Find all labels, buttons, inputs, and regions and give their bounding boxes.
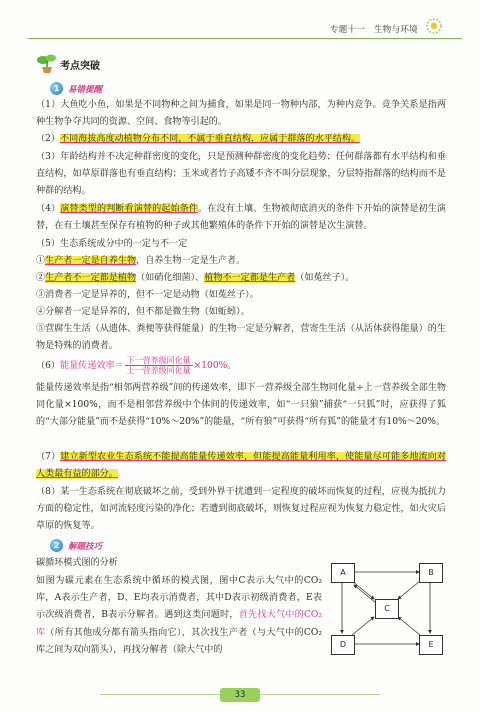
node-c: C [375, 599, 399, 619]
paragraph-3: （3）年龄结构并不决定种群密度的变化，只是预测种群密度的变化趋势；任何群落都有水平结构和垂直结构，如草原群落也有垂直结构；玉米或者竹子高矮不齐不叫分层现象，分层特指群落的结构而不是种群的结构。 [36, 152, 446, 197]
para6-prefix: （6） [36, 361, 60, 371]
item-3: ③消费者一定是异养的，但不一定是动物（如菟丝子）。 [36, 290, 259, 300]
node-e: E [419, 635, 443, 655]
node-d: D [331, 635, 355, 655]
carbon-cycle-diagram [330, 563, 448, 655]
formula-lhs: 能量传递效率＝ [59, 361, 124, 371]
item-5: ⑤营腐生生活（从遗体、粪便等获得能量）的生物一定是分解者，营寄生生活（从活体获得能量）的生物是特殊的消费者。 [36, 324, 446, 352]
flower-icon [424, 16, 444, 36]
page-header [0, 0, 480, 44]
item-4: ④分解者一定是异养的，但不都是微生物（如蚯蚓）。 [36, 307, 250, 317]
header-rule [28, 38, 462, 39]
para2-highlight: 不同海拔高度动植物分布不同，不属于垂直结构，应属于群落的水平结构。 [59, 134, 361, 144]
item1-marker: ① [36, 256, 46, 266]
paragraph-2 [36, 131, 446, 148]
paragraph-6-body: 能量传递效率是指“相邻两营养级”间的传递效率，即下一营养级全部生物同化量÷上一营养级全部生物同化量×100%，而不是相邻营养级中个体间的传递效率，如“一只狼”捕获“一只狐”时，应获得了狐的“大部分能量”而不是获得“10%～20%”的能量，“所有狼”可获得“所有狐”的能量才有10%～20%。 [36, 383, 446, 428]
item-1 [36, 253, 446, 270]
formula-fraction [125, 356, 193, 375]
skill-highlight: 首先找大气中的CO₂库 [36, 610, 323, 638]
page-number: 33 [220, 688, 260, 702]
chapter-title: 专题十一 生物与环境 [329, 25, 418, 35]
para4-prefix: （4） [36, 204, 61, 214]
skill-body-2: （所有其他成分都有箭头指向它），其次找生产者（与大气中的CO₂库之间为双向箭头），再找分解者（除大气中的 [36, 627, 322, 655]
subheading-text: 解题技巧 [68, 542, 103, 552]
fraction-denominator: 上一营养级同化量 [126, 366, 191, 375]
item2-body: （如菟丝子）。 [295, 273, 355, 283]
item2-highlight-2: 植物不一定都是生产者 [204, 273, 296, 283]
node-b: B [419, 563, 443, 583]
paragraph-5: （5）生态系统成分中的一定与不一定 [36, 239, 188, 249]
fraction-numerator: 下一营养级同化量 [126, 356, 191, 365]
skill-body-1: 如图为碳元素在生态系统中循环的模式图，图中C表示大气中的CO₂库，A表示生产者，D、E均表示消费者，其中D表示初级消费者，E表示次级消费者，B表示分解者。遇到这类问题时， [36, 576, 322, 621]
item-2 [36, 270, 446, 287]
node-a: A [331, 563, 355, 583]
paragraph-6-formula [36, 355, 446, 377]
para4-highlight: 演替类型的判断看演替的起始条件 [60, 204, 199, 214]
item2-highlight-1: 生产者不一定都是植物 [45, 273, 137, 283]
number-ball: 2 [50, 539, 63, 552]
sprout-icon [36, 52, 58, 74]
item1-highlight: 生产者一定是自养生物 [45, 256, 137, 266]
para7-prefix: （7） [36, 452, 61, 462]
para7-highlight: 建立新型农业生态系统不能提高能量传递效率，但能提高能量利用率，使能量尽可能多地流向对人类最有益的部分。 [36, 452, 446, 480]
item2-marker: ② [36, 273, 46, 283]
section-label: 考点突破 [60, 61, 100, 72]
para4-body: 。在没有土壤、生物被彻底消灭的条件下开始的演替是初生演替，在有土壤甚至保存有植物的种子或其他繁殖体的条件下开始的演替是次生演替。 [36, 204, 446, 232]
paragraph-1: （1）大鱼吃小鱼，如果是不同物种之间为捕食，如果是同一物种内部，为种内竞争。竞争关系是指两种生物争夺共同的资源、空间、食物等引起的。 [36, 100, 446, 128]
formula-tail: ×100%。 [193, 361, 237, 371]
paragraph-8: （8）某一生态系统在彻底破坏之前，受到外界干扰遭到一定程度的破坏而恢复的过程，应视为抵抗力方面的稳定性，如河流轻度污染的净化；若遭到彻底破坏，则恢复过程应视为恢复力稳定性，如火灾后草原的恢复等。 [36, 487, 446, 532]
paragraph-4 [36, 201, 446, 235]
skill-title: 碳循环模式图的分析 [36, 558, 118, 568]
subheading-text: 易错提醒 [68, 85, 103, 95]
item1-body: ，自养生物一定是生产者。 [136, 256, 246, 266]
item2-middle: （如硝化细菌）、 [136, 273, 205, 283]
para2-prefix: （2） [36, 134, 60, 144]
skill-paragraph [36, 573, 322, 659]
paragraph-7 [36, 449, 446, 483]
number-ball: 1 [50, 82, 63, 95]
